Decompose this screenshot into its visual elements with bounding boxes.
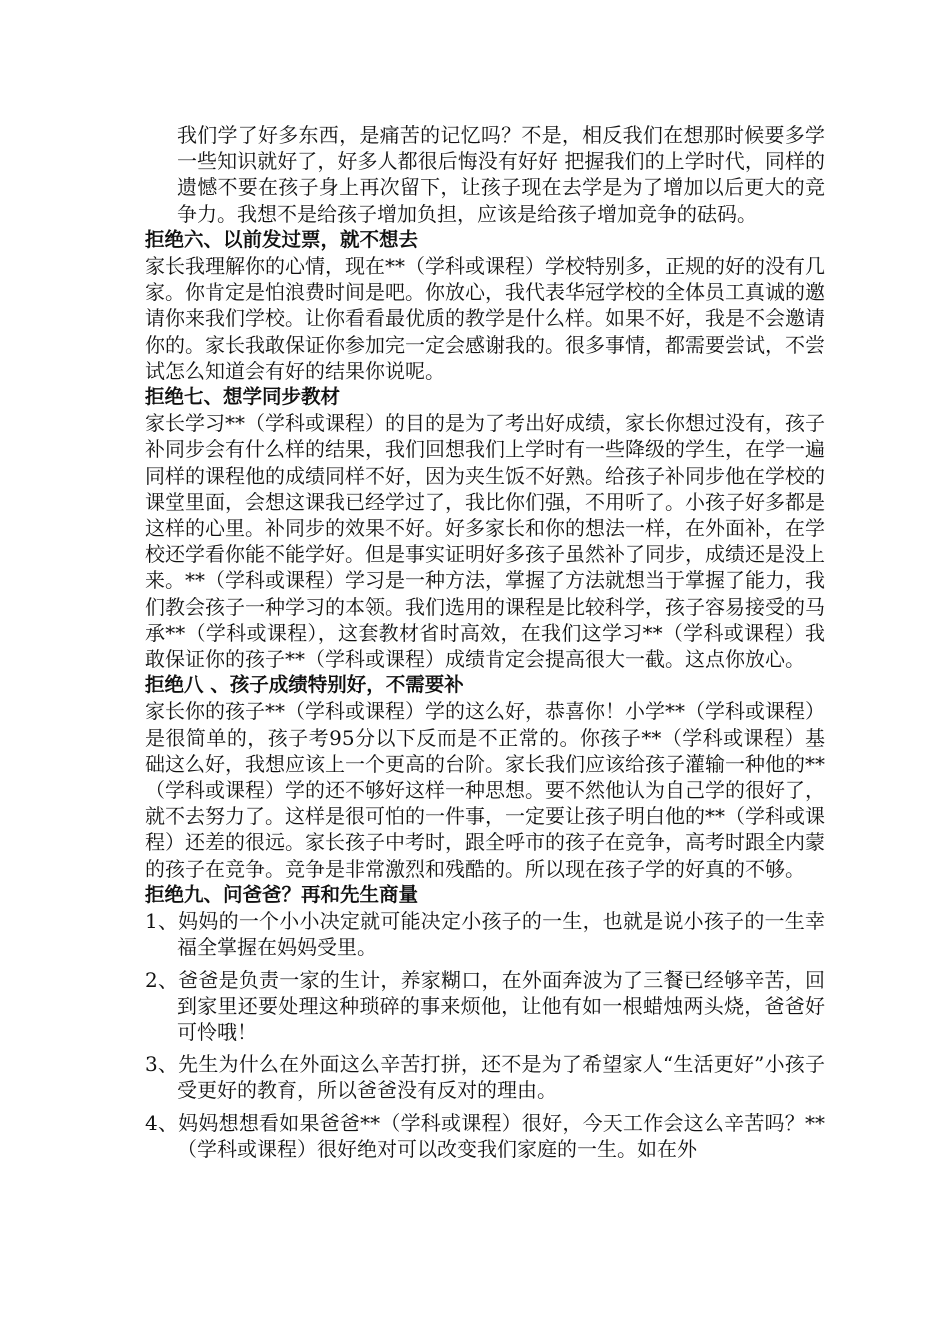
section-6-heading: 拒绝六、以前发过票，就不想去 [145,227,419,251]
section-7-heading: 拒绝七、想学同步教材 [145,385,341,409]
section-8-heading: 拒绝八 、孩子成绩特别好，不需要补 [145,673,464,697]
section-6-body: 家长我理解你的心情，现在**（学科或课程）学校特别多，正规的好的没有几家。你肯定是怕浪费时间是吧。你放心，我代表华冠学校的全体员工真诚的邀请你来我们学校。让你看看最优质的教学是什么样。如果不好，我是不会邀请你的。家长我敢保证你参加完一定会感谢我的。很多事情，都需要尝试，不尝试怎么知道会有好的结果你说呢。 [145,254,825,383]
section-8-body: 家长你的孩子**（学科或课程）学的这么好，恭喜你！小学**（学科或课程）是很简单的，孩子考95分以下反而是不正常的。你孩子**（学科或课程）基础这么好，我想应该上一个更高的台阶。家长我们应该给孩子灌输一种他的**（学科或课程）学的还不够好这样一种思想。要不然他认为自己学的很好了，就不去努力了。这样是很可怕的一件事，一定要让孩子明白他的**（学科或课程）还差的很远。家长孩子中考时，跟全呼市的孩子在竞争，高考时跟全内蒙的孩子在竞争。竞争是非常激烈和残酷的。所以现在孩子学的好真的不够。 [145,699,825,881]
list-item: 2、爸爸是负责一家的生计，养家糊口，在外面奔波为了三餐已经够辛苦，回到家里还要处理这种琐碎的事来烦他，让他有如一根蜡烛两头烧，爸爸好可怜哦！ [145,967,825,1044]
intro-paragraph: 我们学了好多东西，是痛苦的记忆吗？不是，相反我们在想那时候要多学一些知识就好了，好多人都很后悔没有好好 把握我们的上学时代，同样的遗憾不要在孩子身上再次留下，让孩子现在去学是为了增加以后更大的竞争力。我想不是给孩子增加负担，应该是给孩子增加竞争的砝码。 [177,123,825,226]
list-item: 1、妈妈的一个小小决定就可能决定小孩子的一生，也就是说小孩子的一生幸福全掌握在妈妈受里。 [145,909,825,960]
list-item: 3、先生为什么在外面这么辛苦打拼，还不是为了希望家人“生活更好”小孩子受更好的教育，所以爸爸没有反对的理由。 [145,1052,825,1103]
section-7-body: 家长学习**（学科或课程）的目的是为了考出好成绩，家长你想过没有，孩子补同步会有什么样的结果，我们回想我们上学时有一些降级的学生，在学一遍同样的课程他的成绩同样不好，因为夹生饭不好熟。给孩子补同步他在学校的课堂里面，会想这课我已经学过了，我比你们强，不用听了。小孩子好多都是这样的心里。补同步的效果不好。好多家长和你的想法一样，在外面补，在学校还学看你能不能学好。但是事实证明好多孩子虽然补了同步，成绩还是没上来。**（学科或课程）学习是一种方法，掌握了方法就想当于掌握了能力，我们教会孩子一种学习的本领。我们选用的课程是比较科学，孩子容易接受的马承**（学科或课程），这套教材省时高效，在我们这学习**（学科或课程）我敢保证你的孩子**（学科或课程）成绩肯定会提高很大一截。这点你放心。 [145,411,825,672]
document-body [145,122,825,1162]
list-item: 4、妈妈想想看如果爸爸**（学科或课程）很好，今天工作会这么辛苦吗？**（学科或课程）很好绝对可以改变我们家庭的一生。如在外 [145,1110,825,1161]
section-9-heading: 拒绝九、问爸爸？再和先生商量 [145,882,419,906]
